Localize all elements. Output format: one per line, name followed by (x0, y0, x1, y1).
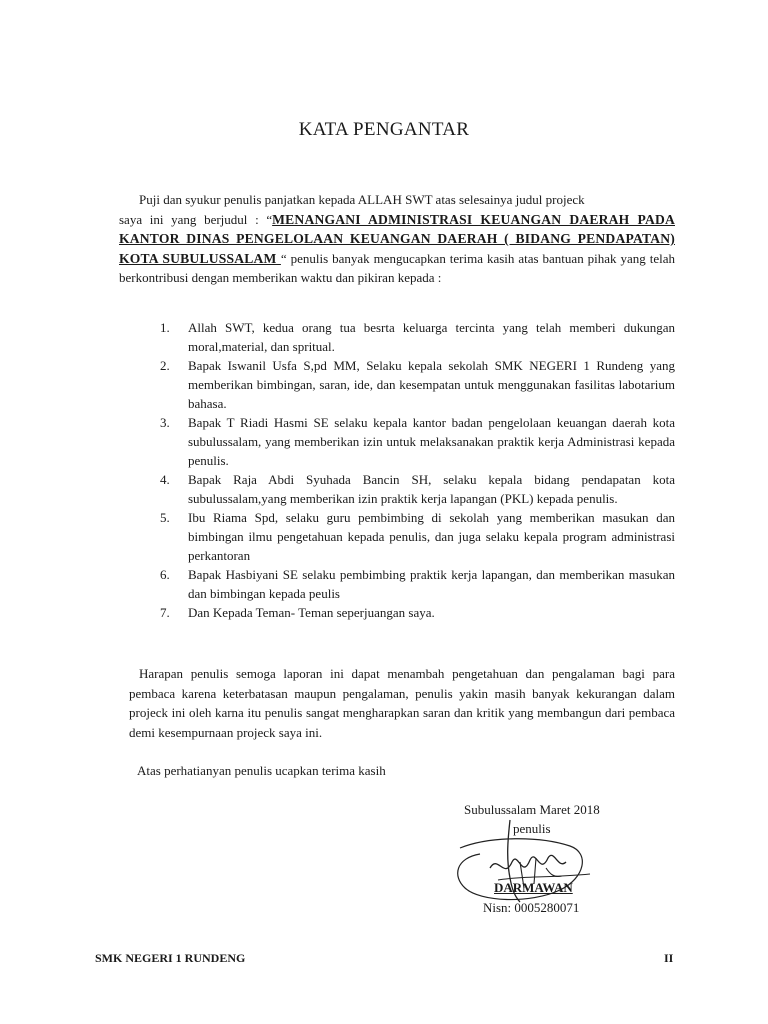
closing-paragraph (129, 664, 675, 742)
list-number: 4. (160, 472, 170, 487)
list-text: Bapak Raja Abdi Syuhada Bancin SH, selaku kepala bidang pendapatan kota subulussalam,yang memberikan izin praktik kerja lapangan (PKL) kepada penulis. (188, 472, 675, 506)
closing-text: Harapan penulis semoga laporan ini dapat menambah pengetahuan dan pengalaman bagi para pembaca karena keterbatasan maupun pengalaman, penulis yakin masih banyak kekurangan dalam projeck ini oleh karna itu penulis sangat mengharapkan saran dan kritik yang membangun dari pembaca demi kesempurnaan projeck saya ini. (129, 666, 675, 740)
list-number: 6. (160, 567, 170, 582)
acknowledgement-list (160, 318, 675, 622)
list-number: 1. (160, 320, 170, 335)
intro-first-line (119, 190, 675, 210)
list-item (160, 508, 675, 565)
page-title: KATA PENGANTAR (298, 119, 470, 140)
intro-prefix: saya ini yang berjudul : “ (119, 211, 273, 227)
signatory-nisn: Nisn: 0005280071 (483, 900, 580, 915)
intro-suffix: “ penulis banyak mengucapkan terima kasih atas bantuan pihak yang telah berkontribusi dengan memberikan waktu dan pikiran kepada : (119, 250, 675, 285)
list-text: Ibu Riama Spd, selaku guru pembimbing di sekolah yang memberikan masukan dan bimbingan ilmu pengetahuan kepada penulis, dan juga selaku kepala program administrasi perkantoran (188, 510, 675, 563)
intro-line-1: Puji dan syukur penulis panjatkan kepada ALLAH SWT atas selesainya judul projeck (139, 192, 585, 207)
list-text: Dan Kepada Teman- Teman seperjuangan saya. (188, 605, 435, 620)
list-number: 3. (160, 415, 170, 430)
list-item (160, 356, 675, 413)
signature-role: penulis (513, 821, 551, 836)
intro-body (119, 210, 675, 288)
list-text: Bapak Iswanil Usfa S,pd MM, Selaku kepala sekolah SMK NEGERI 1 Rundeng yang memberikan bimbingan, saran, ide, dan kesempatan untuk menggunakan fasilitas labotarium bahasa. (188, 358, 675, 411)
list-text: Allah SWT, kedua orang tua besrta keluarga tercinta yang telah memberi dukungan moral,material, dan spritual. (188, 320, 675, 354)
intro-paragraph (119, 190, 675, 288)
list-item (160, 318, 675, 356)
list-item (160, 470, 675, 508)
list-item (160, 603, 675, 622)
list-number: 5. (160, 510, 170, 525)
list-item (160, 413, 675, 470)
list-number: 2. (160, 358, 170, 373)
list-item (160, 565, 675, 603)
signatory-name: DARMAWAN (494, 880, 573, 895)
list-text: Bapak Hasbiyani SE selaku pembimbing praktik kerja lapangan, dan memberikan masukan dan bimbingan kepada peulis (188, 567, 675, 601)
list-text: Bapak T Riadi Hasmi SE selaku kepala kantor badan pengelolaan keuangan daerah kota subulussalam, yang memberikan izin untuk melaksanakan praktik kerja Administrasi kepada penulis. (188, 415, 675, 468)
signature-place-date: Subulussalam Maret 2018 (464, 802, 600, 817)
footer-school: SMK NEGERI 1 RUNDENG (95, 951, 246, 965)
footer-page-number: II (664, 951, 674, 965)
project-title: MENANGANI ADMINISTRASI KEUANGAN DAERAH PADA KANTOR DINAS PENGELOLAAN KEUANGAN DAERAH ( BIDANG PENDAPATAN) KOTA SUBULUSSALAM (119, 211, 675, 266)
thanks-line: Atas perhatianyan penulis ucapkan terima kasih (137, 763, 386, 778)
list-number: 7. (160, 605, 170, 620)
